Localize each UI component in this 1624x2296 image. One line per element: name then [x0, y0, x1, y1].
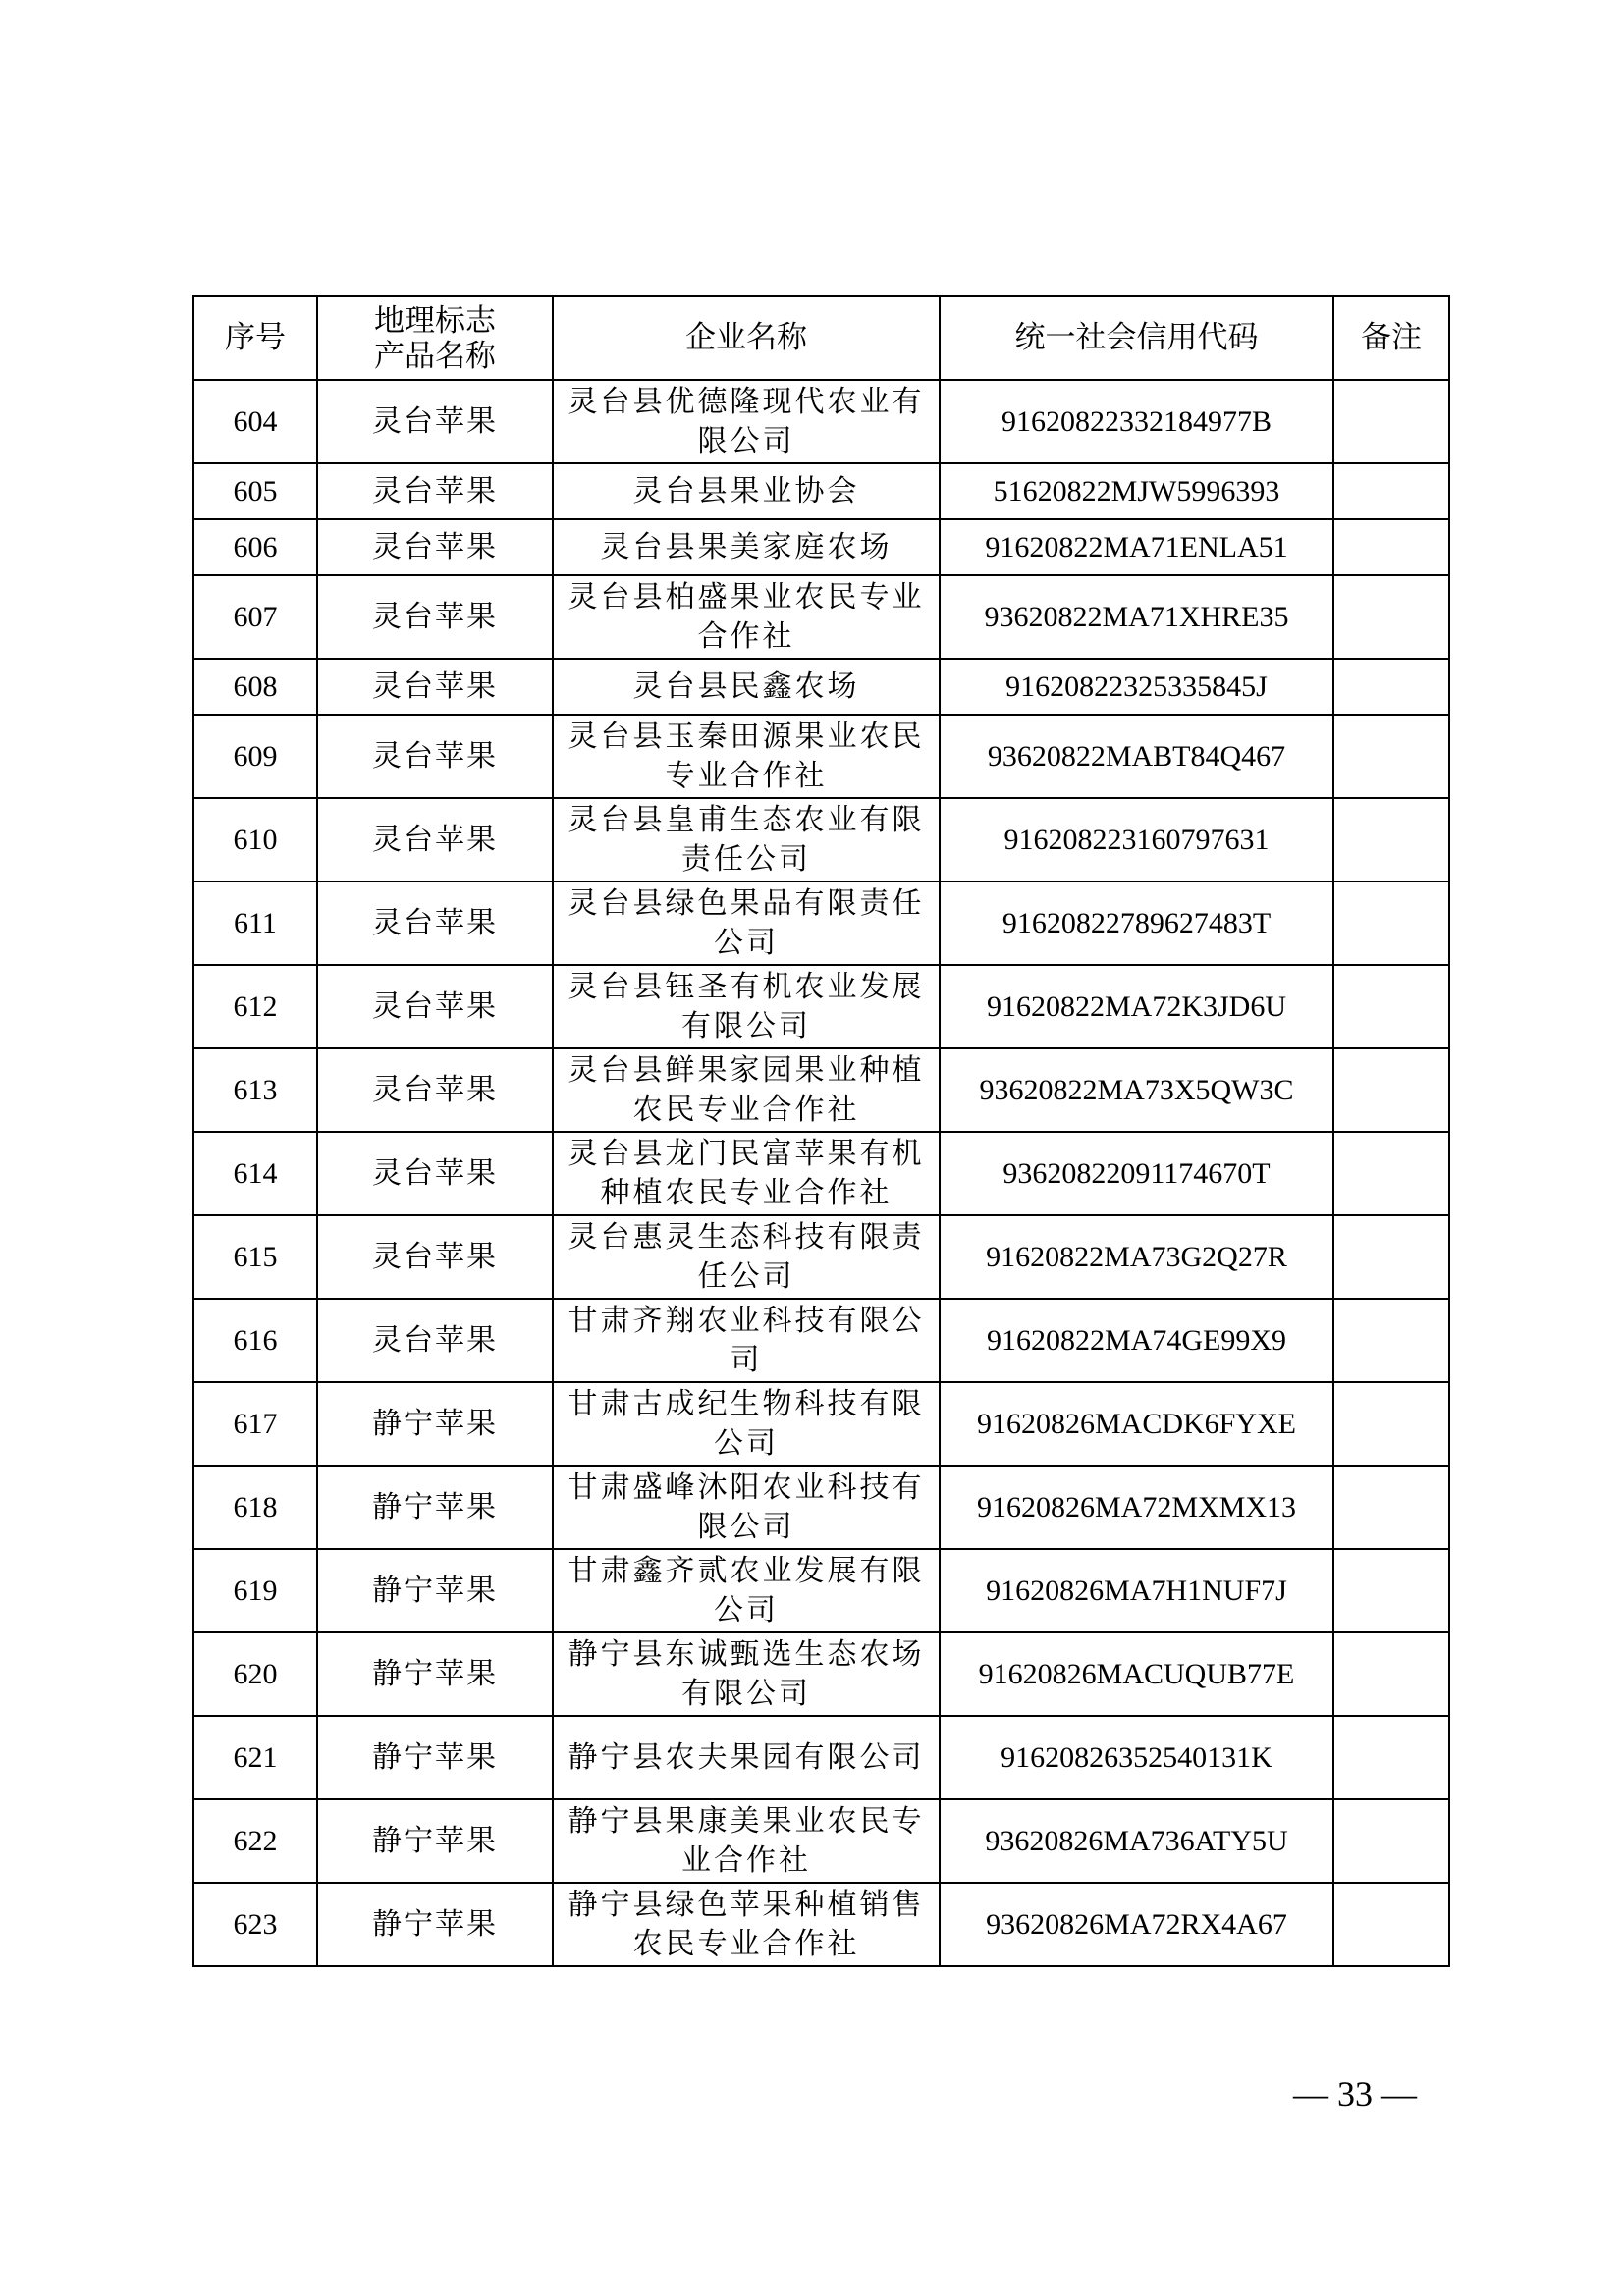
table-header — [193, 296, 1449, 380]
cell-product-name: 灵台苹果 — [317, 463, 553, 519]
header-seq: 序号 — [193, 296, 317, 380]
table-row — [193, 519, 1449, 575]
cell-seq: 615 — [193, 1215, 317, 1299]
cell-credit-code: 51620822MJW5996393 — [940, 463, 1333, 519]
table-row — [193, 1299, 1449, 1382]
cell-credit-code: 93620826MA72RX4A67 — [940, 1883, 1333, 1966]
cell-credit-code: 91620822MA71ENLA51 — [940, 519, 1333, 575]
cell-product-name: 灵台苹果 — [317, 798, 553, 881]
cell-remark — [1333, 463, 1449, 519]
cell-seq: 611 — [193, 881, 317, 965]
cell-company-name: 灵台县绿色果品有限责任公司 — [553, 881, 940, 965]
header-product-name — [317, 296, 553, 380]
cell-product-name: 静宁苹果 — [317, 1716, 553, 1799]
cell-credit-code: 91620826MA7H1NUF7J — [940, 1549, 1333, 1632]
cell-product-name: 静宁苹果 — [317, 1632, 553, 1716]
cell-seq: 605 — [193, 463, 317, 519]
page-number: — 33 — — [1293, 2074, 1417, 2113]
cell-credit-code: 91620822332184977B — [940, 380, 1333, 463]
enterprise-table — [192, 295, 1450, 1967]
cell-remark — [1333, 1382, 1449, 1466]
cell-company-name: 静宁县农夫果园有限公司 — [553, 1716, 940, 1799]
header-row — [193, 296, 1449, 380]
cell-product-name: 灵台苹果 — [317, 519, 553, 575]
cell-product-name: 灵台苹果 — [317, 380, 553, 463]
cell-seq: 612 — [193, 965, 317, 1048]
cell-remark — [1333, 1716, 1449, 1799]
cell-product-name: 灵台苹果 — [317, 1299, 553, 1382]
cell-seq: 623 — [193, 1883, 317, 1966]
cell-product-name: 灵台苹果 — [317, 881, 553, 965]
table-row — [193, 1883, 1449, 1966]
cell-remark — [1333, 519, 1449, 575]
table-row — [193, 1215, 1449, 1299]
table-row — [193, 1048, 1449, 1132]
cell-credit-code: 91620826MA72MXMX13 — [940, 1466, 1333, 1549]
table-row — [193, 659, 1449, 715]
cell-credit-code: 93620822MA71XHRE35 — [940, 575, 1333, 659]
table-row — [193, 715, 1449, 798]
table-row — [193, 798, 1449, 881]
cell-seq: 618 — [193, 1466, 317, 1549]
cell-company-name: 灵台县果美家庭农场 — [553, 519, 940, 575]
cell-company-name: 甘肃鑫齐贰农业发展有限公司 — [553, 1549, 940, 1632]
cell-product-name: 静宁苹果 — [317, 1382, 553, 1466]
table-row — [193, 965, 1449, 1048]
cell-credit-code: 93620826MA736ATY5U — [940, 1799, 1333, 1883]
cell-company-name: 灵台县皇甫生态农业有限责任公司 — [553, 798, 940, 881]
cell-remark — [1333, 881, 1449, 965]
header-remark: 备注 — [1333, 296, 1449, 380]
cell-remark — [1333, 1466, 1449, 1549]
cell-seq: 610 — [193, 798, 317, 881]
cell-product-name: 静宁苹果 — [317, 1883, 553, 1966]
cell-seq: 613 — [193, 1048, 317, 1132]
cell-remark — [1333, 1632, 1449, 1716]
cell-company-name: 灵台县龙门民富苹果有机种植农民专业合作社 — [553, 1132, 940, 1215]
cell-company-name: 静宁县东诚甄选生态农场有限公司 — [553, 1632, 940, 1716]
cell-company-name: 静宁县果康美果业农民专业合作社 — [553, 1799, 940, 1883]
cell-seq: 620 — [193, 1632, 317, 1716]
cell-credit-code: 91620822MA72K3JD6U — [940, 965, 1333, 1048]
cell-product-name: 灵台苹果 — [317, 1048, 553, 1132]
cell-remark — [1333, 1299, 1449, 1382]
cell-remark — [1333, 798, 1449, 881]
cell-credit-code: 91620826352540131K — [940, 1716, 1333, 1799]
table-row — [193, 575, 1449, 659]
cell-seq: 609 — [193, 715, 317, 798]
cell-seq: 621 — [193, 1716, 317, 1799]
cell-remark — [1333, 1132, 1449, 1215]
cell-remark — [1333, 575, 1449, 659]
cell-credit-code: 916208223160797631 — [940, 798, 1333, 881]
cell-seq: 622 — [193, 1799, 317, 1883]
cell-credit-code: 91620822325335845J — [940, 659, 1333, 715]
cell-seq: 614 — [193, 1132, 317, 1215]
cell-remark — [1333, 1883, 1449, 1966]
cell-seq: 608 — [193, 659, 317, 715]
cell-credit-code: 91620826MACDK6FYXE — [940, 1382, 1333, 1466]
cell-company-name: 灵台县民鑫农场 — [553, 659, 940, 715]
cell-remark — [1333, 1799, 1449, 1883]
cell-credit-code: 93620822MABT84Q467 — [940, 715, 1333, 798]
cell-credit-code: 91620822MA74GE99X9 — [940, 1299, 1333, 1382]
cell-product-name: 灵台苹果 — [317, 575, 553, 659]
cell-product-name: 静宁苹果 — [317, 1799, 553, 1883]
table-row — [193, 1632, 1449, 1716]
table-row — [193, 1799, 1449, 1883]
table-row — [193, 1466, 1449, 1549]
cell-remark — [1333, 715, 1449, 798]
cell-seq: 619 — [193, 1549, 317, 1632]
cell-product-name: 灵台苹果 — [317, 659, 553, 715]
cell-credit-code: 93620822MA73X5QW3C — [940, 1048, 1333, 1132]
cell-company-name: 灵台县柏盛果业农民专业合作社 — [553, 575, 940, 659]
cell-company-name: 静宁县绿色苹果种植销售农民专业合作社 — [553, 1883, 940, 1966]
cell-company-name: 甘肃齐翔农业科技有限公司 — [553, 1299, 940, 1382]
header-product-name-text: 地理标志 产品名称 — [374, 302, 496, 374]
table-row — [193, 881, 1449, 965]
cell-product-name: 静宁苹果 — [317, 1549, 553, 1632]
cell-credit-code: 91620822MA73G2Q27R — [940, 1215, 1333, 1299]
cell-credit-code: 91620826MACUQUB77E — [940, 1632, 1333, 1716]
table-row — [193, 1382, 1449, 1466]
cell-company-name: 灵台县玉秦田源果业农民专业合作社 — [553, 715, 940, 798]
table-row — [193, 463, 1449, 519]
cell-seq: 616 — [193, 1299, 317, 1382]
cell-product-name: 灵台苹果 — [317, 715, 553, 798]
cell-company-name: 灵台县钰圣有机农业发展有限公司 — [553, 965, 940, 1048]
table-row — [193, 1549, 1449, 1632]
cell-company-name: 灵台县果业协会 — [553, 463, 940, 519]
cell-product-name: 静宁苹果 — [317, 1466, 553, 1549]
cell-remark — [1333, 1549, 1449, 1632]
cell-seq: 606 — [193, 519, 317, 575]
cell-seq: 617 — [193, 1382, 317, 1466]
header-company-name: 企业名称 — [553, 296, 940, 380]
cell-credit-code: 93620822091174670T — [940, 1132, 1333, 1215]
cell-seq: 604 — [193, 380, 317, 463]
cell-credit-code: 91620822789627483T — [940, 881, 1333, 965]
table-body — [193, 380, 1449, 1966]
cell-product-name: 灵台苹果 — [317, 1215, 553, 1299]
cell-product-name: 灵台苹果 — [317, 965, 553, 1048]
cell-remark — [1333, 1215, 1449, 1299]
cell-remark — [1333, 659, 1449, 715]
cell-product-name: 灵台苹果 — [317, 1132, 553, 1215]
table-row — [193, 380, 1449, 463]
cell-remark — [1333, 965, 1449, 1048]
table-row — [193, 1716, 1449, 1799]
cell-company-name: 甘肃古成纪生物科技有限公司 — [553, 1382, 940, 1466]
cell-company-name: 灵台惠灵生态科技有限责任公司 — [553, 1215, 940, 1299]
cell-company-name: 甘肃盛峰沐阳农业科技有限公司 — [553, 1466, 940, 1549]
cell-seq: 607 — [193, 575, 317, 659]
header-credit-code: 统一社会信用代码 — [940, 296, 1333, 380]
cell-company-name: 灵台县鲜果家园果业种植农民专业合作社 — [553, 1048, 940, 1132]
table-row — [193, 1132, 1449, 1215]
cell-remark — [1333, 1048, 1449, 1132]
cell-remark — [1333, 380, 1449, 463]
cell-company-name: 灵台县优德隆现代农业有限公司 — [553, 380, 940, 463]
